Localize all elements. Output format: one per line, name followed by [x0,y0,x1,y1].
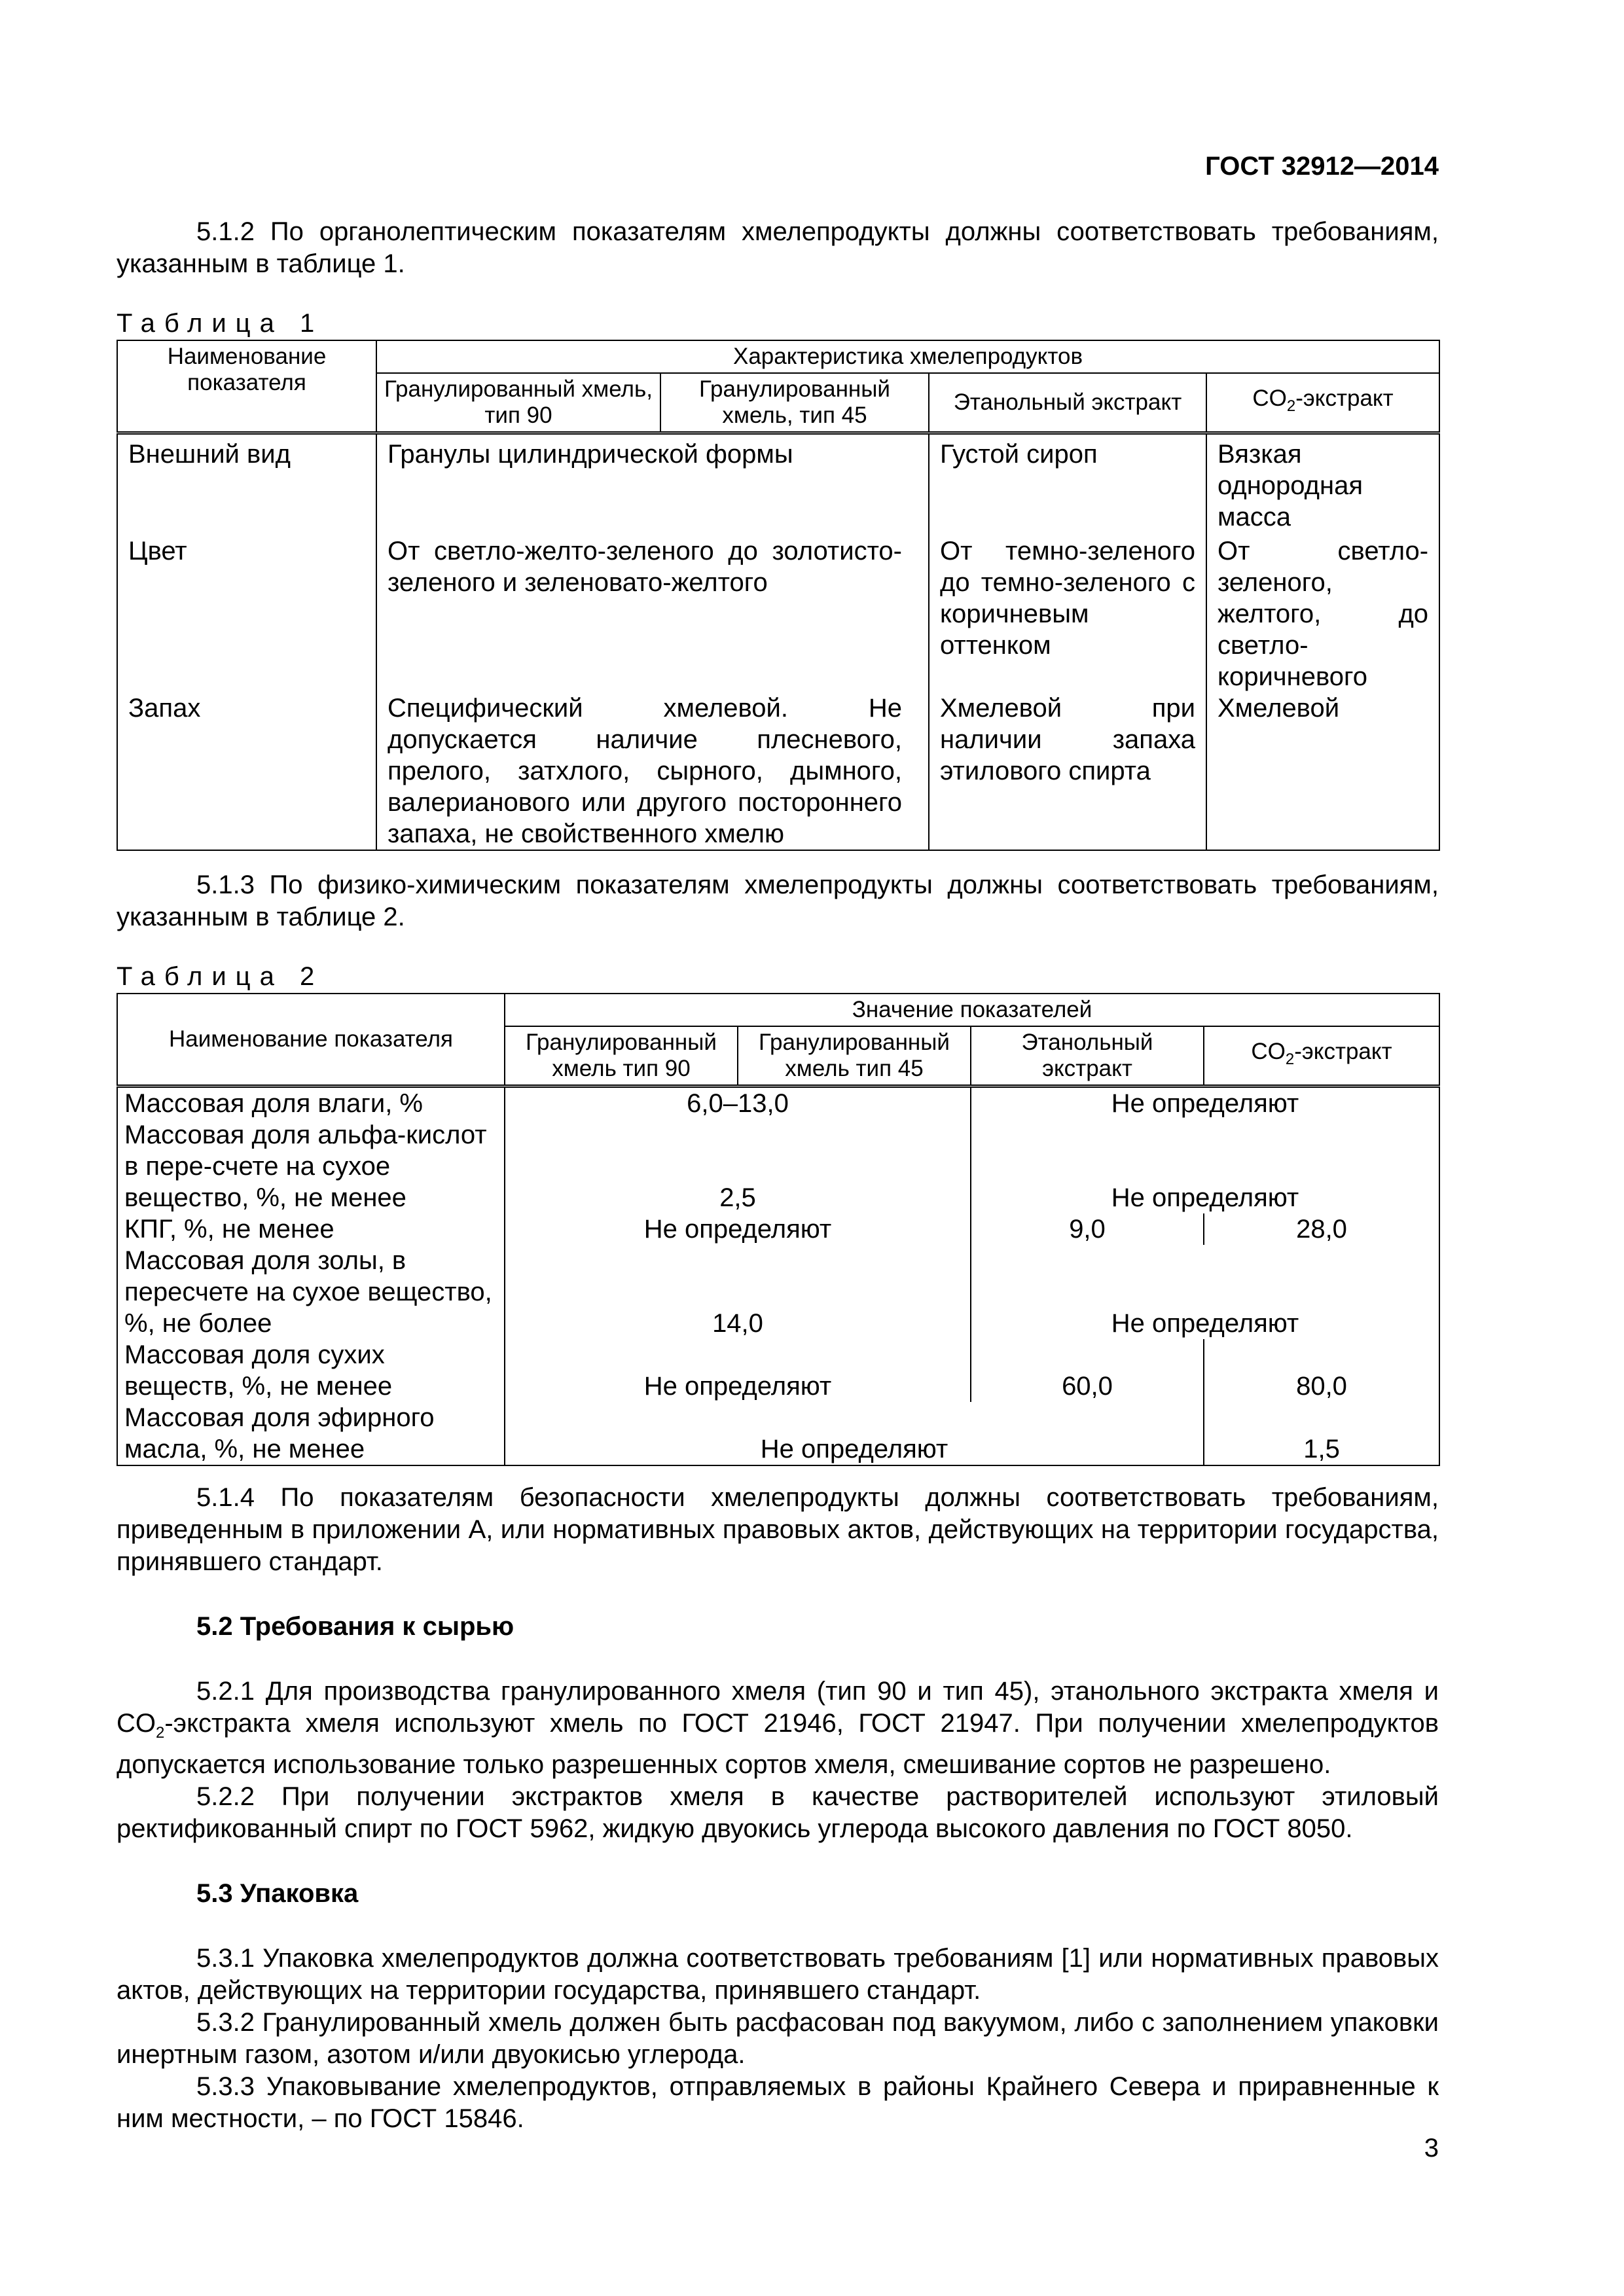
t1-row-color-eth: От темно-зеленого до темно-зеленого с коричневым оттенком [929,535,1206,692]
t2-row-moisture-name: Массовая доля влаги, % [117,1086,505,1120]
t2-header-gran45: Гранулированный хмель тип 45 [738,1026,971,1086]
t1-header-group: Характеристика хмелепродуктов [376,340,1439,373]
t1-row-smell-gran: Специфический хмелевой. Не допускается наличие плесневого, прелого, затхлого, сырного, дымного, валерианового или другого постороннего запаха, не свойственного хмелю [376,692,929,850]
t2-header-ethanol: Этанольный экстракт [971,1026,1204,1086]
t2-row-oil-co2: 1,5 [1204,1402,1439,1465]
t2-row-dry-co2: 80,0 [1204,1339,1439,1402]
t2-row-oil-first3: Не определяют [505,1402,1204,1465]
t1-header-ethanol: Этанольный экстракт [929,373,1206,433]
paragraph-5-3-2: 5.3.2 Гранулированный хмель должен быть расфасован под вакуумом, либо с заполнением упаковки инертным газом, азотом и/или двуокисью углерода. [117,2008,1439,2069]
t2-row-kpg-name: КПГ, %, не менее [117,1213,505,1245]
t1-row-appearance-name: Внешний вид [117,433,376,536]
t2-row-ash-ext: Не определяют [971,1245,1439,1339]
paragraph-5-1-3: 5.1.3 По физико-химическим показателям хмелепродукты должны соответствовать требованиям, указанным в таблице 2. [117,870,1439,931]
t1-header-co2: $CO_2$-экстракт [1206,373,1439,433]
t1-row-appearance-gran: Гранулы цилиндрической формы [376,433,929,536]
t2-row-moisture-gran: 6,0–13,0 [505,1086,971,1120]
t2-row-dry-name: Массовая доля сухих веществ, %, не менее [117,1339,505,1402]
document-body [117,216,1439,2135]
t2-header-group: Значение показателей [505,994,1439,1026]
paragraph-5-1-2: 5.1.2 По органолептическим показателям хмелепродукты должны соответствовать требованиям, указанным в таблице 1. [117,217,1439,278]
t1-row-smell-co2: Хмелевой [1206,692,1439,850]
table-1 [117,340,1440,851]
t1-row-color-gran: От светло-желто-зеленого до золотисто-зеленого и зеленовато-желтого [376,535,929,692]
t1-row-appearance-eth: Густой сироп [929,433,1206,536]
t1-row-color-co2: От светло-зеленого, желтого, до светло-коричневого [1206,535,1439,692]
t2-row-ash-gran: 14,0 [505,1245,971,1339]
t2-row-dry-gran: Не определяют [505,1339,971,1402]
t2-row-kpg-gran: Не определяют [505,1213,971,1245]
t1-header-name: Наименование показателя [117,340,376,433]
paragraph-5-2-1: 5.2.1 Для производства гранулированного хмеля (тип 90 и тип 45), этанольного экстракта хмеля и $CO_2$-экстракта хмеля используют хмель по ГОСТ 21946, ГОСТ 21947. При получении хмелепродуктов допускается использование только разрешенных сортов хмеля, смешивание сортов не разрешено. [117,1677,1439,1779]
t2-row-dry-eth: 60,0 [971,1339,1204,1402]
t2-row-alpha-ext: Не определяют [971,1119,1439,1213]
section-5-2-title: 5.2 Требования к сырью [196,1612,514,1641]
table2-caption: Таблица 2 [117,962,324,991]
t2-row-oil-name: Массовая доля эфирного масла, %, не менее [117,1402,505,1465]
section-5-3-title: 5.3 Упаковка [196,1879,359,1908]
t2-header-name: Наименование показателя [117,994,505,1086]
t2-row-moisture-ext: Не определяют [971,1086,1439,1120]
t1-header-gran90: Гранулированный хмель, тип 90 [376,373,660,433]
table1-caption: Таблица 1 [117,309,324,338]
t2-row-alpha-gran: 2,5 [505,1119,971,1213]
page-number: 3 [1424,2134,1439,2162]
t2-row-alpha-name: Массовая доля альфа-кислот в пере-счете на сухое вещество, %, не менее [117,1119,505,1213]
table-2 [117,993,1440,1466]
t1-row-color-name: Цвет [117,535,376,692]
t1-header-gran45: Гранулированный хмель, тип 45 [660,373,929,433]
t1-row-smell-eth: Хмелевой при наличии запаха этилового спирта [929,692,1206,850]
t1-row-appearance-co2: Вязкая однородная масса [1206,433,1439,536]
paragraph-5-2-2: 5.2.2 При получении экстрактов хмеля в качестве растворителей используют этиловый ректификованный спирт по ГОСТ 5962, жидкую двуокись углерода высокого давления по ГОСТ 8050. [117,1782,1439,1843]
t2-header-co2: $CO_2$-экстракт [1204,1026,1439,1086]
paragraph-5-3-1: 5.3.1 Упаковка хмелепродуктов должна соответствовать требованиям [1] или нормативных правовых актов, действующих на территории государства, принявшего стандарт. [117,1944,1439,2005]
t2-row-ash-name: Массовая доля золы, в пересчете на сухое вещество, %, не более [117,1245,505,1339]
t2-row-kpg-co2: 28,0 [1204,1213,1439,1245]
t2-row-kpg-eth: 9,0 [971,1213,1204,1245]
t2-header-gran90: Гранулированный хмель тип 90 [505,1026,738,1086]
standard-number: ГОСТ 32912—2014 [1205,152,1439,181]
t1-row-smell-name: Запах [117,692,376,850]
paragraph-5-1-4: 5.1.4 По показателям безопасности хмелепродукты должны соответствовать требованиям, приведенным в приложении А, или нормативных правовых актов, действующих на территории государства, принявшего стандарт. [117,1483,1439,1576]
paragraph-5-3-3: 5.3.3 Упаковывание хмелепродуктов, отправляемых в районы Крайнего Севера и приравненные к ним местности, – по ГОСТ 15846. [117,2072,1439,2133]
